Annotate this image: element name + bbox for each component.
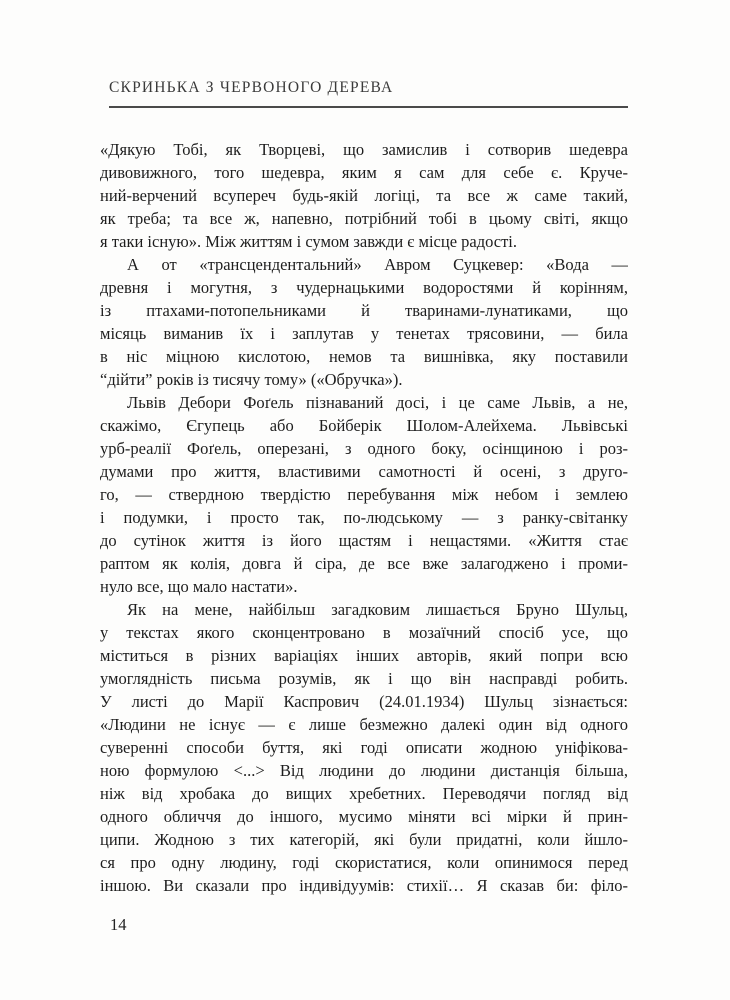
text-line: умоглядність письма розумів, як і що він насправді робить. [100,669,628,688]
text-line: А от «трансцендентальний» Авром Суцкевер: «Вода — [127,255,628,274]
text-line: Львів Дебори Фоґель пізнаваний досі, і це саме Львів, а не, [127,393,628,412]
text-line: в ніс міцною кислотою, немов та вишнівка, яку поставили [100,347,628,366]
text-line: «Людини не існує — є лише безмежно далекі один від одного [100,715,628,734]
text-line: я таки існую». Між життям і сумом завжди є місце радості. [100,232,518,251]
paragraph [100,138,628,253]
body-text [100,138,628,897]
text-line: ною формулою <...> Від людини до людини дистанція більша, [100,761,628,780]
text-line: думами про життя, властивими самотності й осені, з друго- [100,462,628,481]
text-line: місяць виманив їх і заплутав у тенетах трясовини, — била [100,324,628,343]
text-line: раптом як колія, довга й сіра, де все вже залагоджено і проми- [100,554,628,573]
text-line: го, — ствердною твердістю перебування між небом і землею [100,485,628,504]
text-line: ципи. Жодною з тих категорій, які були придатні, коли йшло- [100,830,628,849]
text-line: ніж від хробака до вищих хребетних. Переводячи погляд від [100,784,628,803]
paragraph [100,598,628,897]
text-line: ся про одну людину, годі скористатися, коли опинимося перед [100,853,628,872]
text-line: нуло все, що мало настати». [100,577,298,596]
text-line: міститься в різних варіаціях інших авторів, який попри всю [100,646,628,665]
text-line: як треба; та все ж, напевно, потрібний тобі в цьому світі, якщо [100,209,628,228]
text-line: ний-верчений всупереч будь-якій логіці, та все ж саме такий, [100,186,628,205]
text-line: У листі до Марії Каспрович (24.01.1934) Шульц зізнається: [100,692,628,711]
text-line: одного обличчя до іншого, мусимо міняти всі мірки й прин- [100,807,628,826]
text-line: до сутінок життя із його щастям і нещастями. «Життя стає [100,531,628,550]
text-line: “дійти” років із тисячу тому» («Обручка»). [100,370,403,389]
text-line: древня і могутня, з чудернацькими водоростями й корінням, [100,278,628,297]
page-number: 14 [110,915,127,934]
paragraph [100,391,628,598]
text-line: із птахами-потопельниками й тваринами-лунатиками, що [100,301,628,320]
text-line: урб-реалії Фоґель, оперезані, з одного боку, осінщиною і роз- [100,439,628,458]
header-rule [109,106,628,108]
text-line: «Дякую Тобі, як Творцеві, що замислив і сотворив шедевра [100,140,628,159]
text-line: іншою. Ви сказали про індивідуумів: стихії… Я сказав би: філо- [100,876,628,895]
text-line: у текстах якого сконцентровано в мозаїчний спосіб усе, що [100,623,628,642]
text-line: і подумки, і просто так, по-людському — з ранку-світанку [100,508,628,527]
text-line: суверенні способи буття, які годі описати жодною уніфікова- [100,738,628,757]
paragraph [100,253,628,391]
running-header: СКРИНЬКА З ЧЕРВОНОГО ДЕРЕВА [109,79,394,96]
text-line: дивовижного, того шедевра, яким я сам для себе є. Круче- [100,163,628,182]
text-line: скажімо, Єгупець або Бойберік Шолом-Алейхема. Львівські [100,416,628,435]
text-line: Як на мене, найбільш загадковим лишається Бруно Шульц, [127,600,628,619]
